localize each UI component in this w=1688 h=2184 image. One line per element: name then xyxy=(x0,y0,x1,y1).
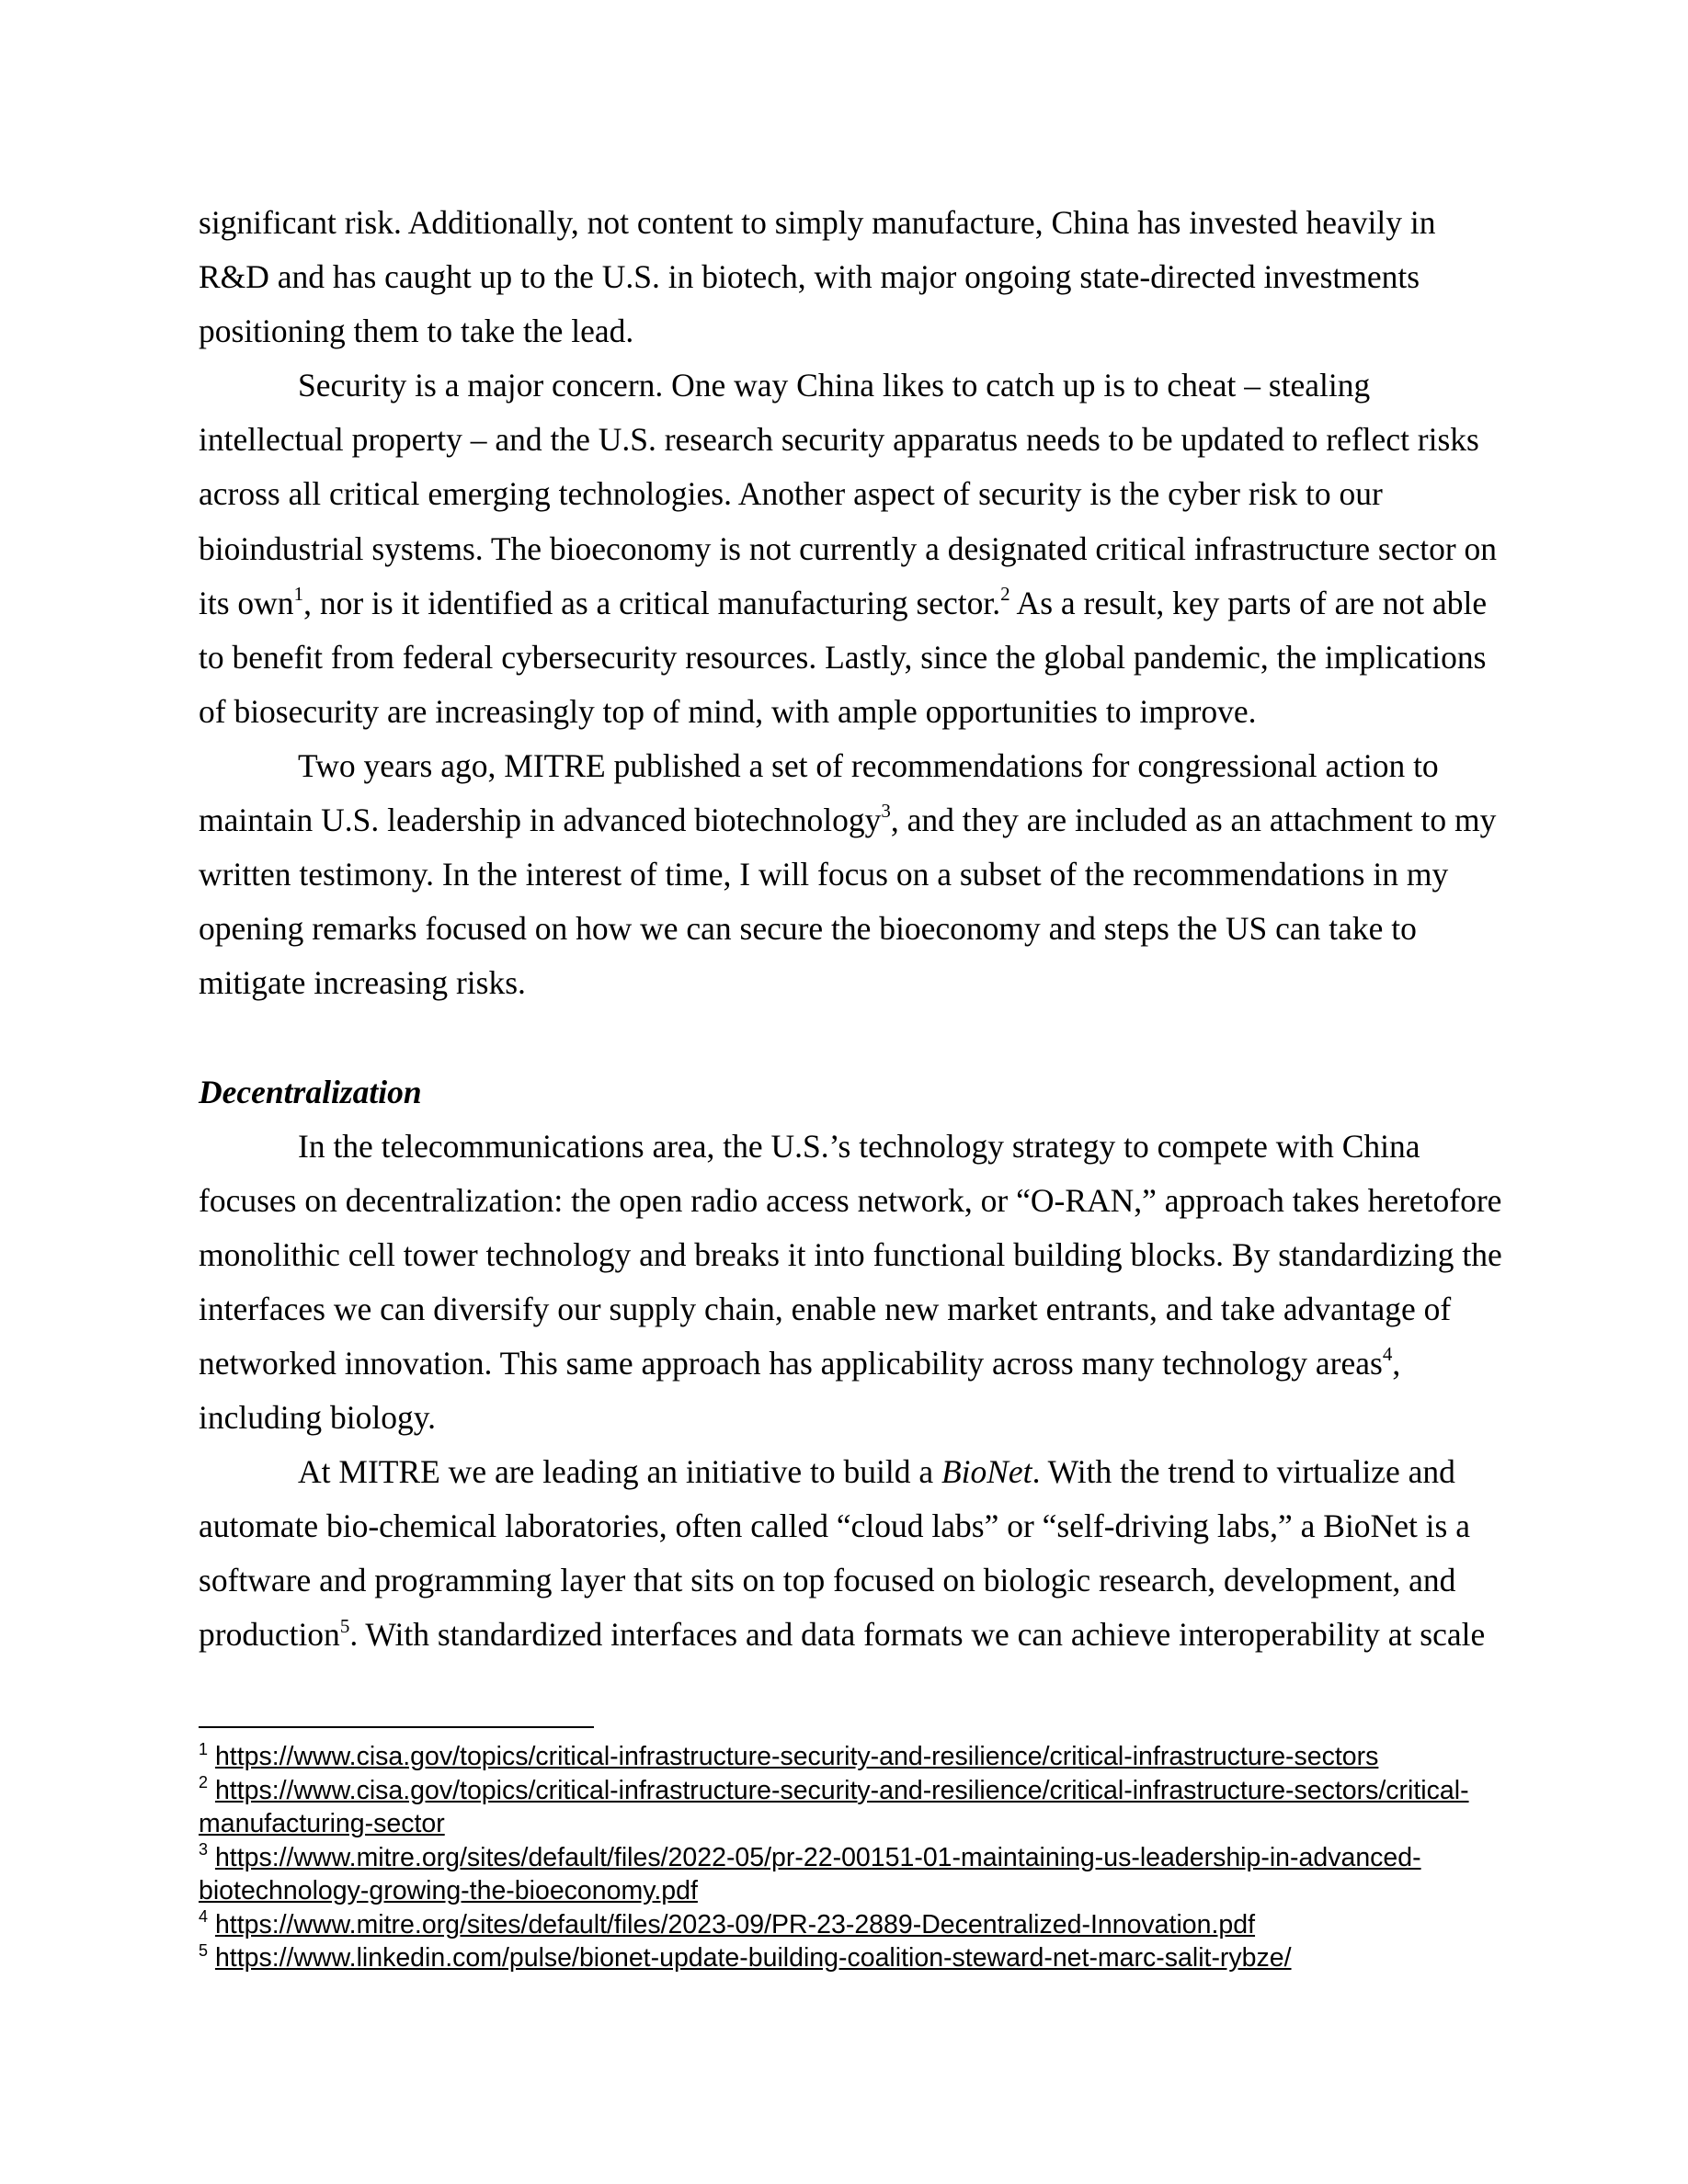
footnote-ref-1[interactable]: 1 xyxy=(293,582,304,605)
footnote-ref-3[interactable]: 3 xyxy=(881,800,891,823)
body-text xyxy=(199,196,1504,1663)
footnotes xyxy=(199,1740,1504,1975)
footnote-link-3[interactable] xyxy=(199,1843,1504,1908)
paragraph-5-text-b: . With the trend to virtualize and automate bio-chemical laboratories, often called “cloud labs” or “self-driving labs,” a BioNet is a software and programming layer that sits on top focused on biologic research, development, and production xyxy=(199,1453,1470,1654)
paragraph-5-text-c: . With standardized interfaces and data formats we can achieve interoperability at scale xyxy=(349,1616,1486,1654)
footnote-3 xyxy=(199,1841,1504,1908)
footnote-link-text-cont: biotechnology-growing-the-bioeconomy.pdf xyxy=(199,1876,698,1905)
paragraph-3 xyxy=(199,739,1504,1010)
paragraph-4-text-a: In the telecommunications area, the U.S.’s technology strategy to compete with China focuses on decentralization: the open radio access network, or “O-RAN,” approach takes heretofore monolithic cell tower technology and breaks it into functional building blocks. By standardizing the interfaces we can diversify our supply chain, enable new market entrants, and take advantage of networked innovation. This same approach has applicability across many technology areas xyxy=(199,1127,1502,1382)
footnote-ref-4[interactable]: 4 xyxy=(1382,1343,1393,1366)
paragraph-4-text-b: , including biology. xyxy=(199,1344,1401,1437)
footnote-number: 1 xyxy=(199,1739,209,1758)
footnote-ref-5[interactable]: 5 xyxy=(339,1614,350,1637)
paragraph-1-text: significant risk. Additionally, not content to simply manufacture, China has invested heavily in R&D and has caught up to the U.S. in biotech, with major ongoing state-directed investments positioning them to take the lead. xyxy=(199,204,1436,350)
footnote-link-2[interactable] xyxy=(199,1776,1504,1841)
footnote-number: 4 xyxy=(199,1907,209,1926)
paragraph-3-text-b: , and they are included as an attachment to my written testimony. In the interest of time, I will focus on a subset of the recommendations in my opening remarks focused on how we can secure the bioeconomy and steps the US can take to mitigate increasing risks. xyxy=(199,802,1497,1002)
footnote-link-text: https://www.mitre.org/sites/default/files/2022-05/pr-22-00151-01-maintaining-us-leadership-in-advanced- xyxy=(214,1842,1421,1872)
paragraph-2 xyxy=(199,358,1504,739)
paragraph-2-text-c: As a result, key parts of are not able to benefit from federal cybersecurity resources. Lastly, since the global pandemic, the implications of biosecurity are increasingly top of mind, with ample opportunities to improve. xyxy=(199,584,1488,730)
footnote-4 xyxy=(199,1908,1504,1942)
paragraph-4 xyxy=(199,1120,1504,1446)
footnote-separator xyxy=(199,1726,594,1728)
footnote-link-text: https://www.linkedin.com/pulse/bionet-update-building-coalition-steward-net-marc-salit-rybze/ xyxy=(214,1943,1292,1973)
section-heading: Decentralization xyxy=(199,1073,422,1110)
paragraph-3-text-a: Two years ago, MITRE published a set of recommendations for congressional action to maintain U.S. leadership in advanced biotechnology xyxy=(199,746,1439,839)
paragraph-2-text-a: Security is a major concern. One way China likes to catch up is to cheat – stealing intellectual property – and the U.S. research security apparatus needs to be updated to reflect risks across all critical emerging technologies. Another aspect of security is the cyber risk to our bioindustrial systems. The bioeconomy is not currently a designated critical infrastructure sector on its own xyxy=(199,367,1498,621)
bionet-term: BioNet xyxy=(941,1453,1032,1491)
footnote-5 xyxy=(199,1941,1504,1975)
footnote-1 xyxy=(199,1740,1504,1774)
paragraph-5 xyxy=(199,1445,1504,1662)
paragraph-5-text-a: At MITRE we are leading an initiative to build a xyxy=(298,1453,941,1491)
footnote-link-text-cont: manufacturing-sector xyxy=(199,1809,445,1838)
footnote-link-text: https://www.cisa.gov/topics/critical-infrastructure-security-and-resilience/critical-infrastructure-sectors/critical- xyxy=(214,1775,1469,1805)
footnote-number: 5 xyxy=(199,1940,209,1960)
footnote-link-4[interactable] xyxy=(215,1910,1255,1939)
paragraph-2-text-b: , nor is it identified as a critical manufacturing sector. xyxy=(303,584,1001,621)
footnote-link-1[interactable] xyxy=(215,1742,1378,1771)
footnote-2 xyxy=(199,1774,1504,1841)
footnote-number: 2 xyxy=(199,1773,209,1792)
footnote-link-text: https://www.mitre.org/sites/default/files/2023-09/PR-23-2889-Decentralized-Innovation.pdf xyxy=(214,1909,1256,1939)
footnote-link-5[interactable] xyxy=(215,1943,1292,1973)
footnote-ref-2[interactable]: 2 xyxy=(1000,582,1010,605)
paragraph-1 xyxy=(199,196,1504,358)
footnote-number: 3 xyxy=(199,1840,209,1859)
footnote-link-text: https://www.cisa.gov/topics/critical-infrastructure-security-and-resilience/critical-infrastructure-sectors xyxy=(214,1742,1379,1771)
